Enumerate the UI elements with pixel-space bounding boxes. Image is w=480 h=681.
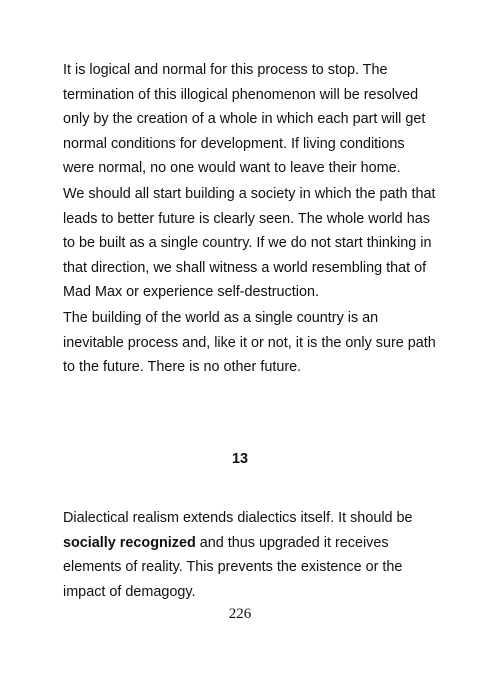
text-line: Mad Max or experience self-destruction. bbox=[63, 284, 319, 301]
text-line: elements of reality. This prevents the existence or the bbox=[63, 559, 403, 576]
text-line: Dialectical realism extends dialectics itself. It should be bbox=[63, 510, 413, 526]
text-line: only by the creation of a whole in which each part will get bbox=[63, 111, 426, 128]
text-line: normal conditions for development. If living conditions bbox=[63, 135, 405, 152]
paragraph-process-termination bbox=[63, 58, 433, 181]
text-fragment: and thus upgraded it receives bbox=[195, 534, 389, 551]
paragraph-single-country bbox=[63, 306, 436, 380]
text-line: that direction, we shall witness a world resembling that of bbox=[63, 259, 427, 276]
text-line bbox=[63, 531, 433, 556]
paragraph-building-society bbox=[63, 182, 436, 305]
text-line: It is logical and normal for this process to stop. The bbox=[63, 62, 388, 78]
section-heading: 13 bbox=[231, 451, 248, 467]
text-line: termination of this illogical phenomenon will be resolved bbox=[63, 86, 419, 103]
text-line: The building of the world as a single country is an bbox=[63, 310, 379, 326]
text-line: leads to better future is clearly seen. The whole world has bbox=[63, 210, 430, 227]
text-line: We should all start building a society in which the path that bbox=[63, 186, 436, 202]
text-line: inevitable process and, like it or not, it is the only sure path bbox=[63, 334, 436, 351]
page-number: 226 bbox=[228, 606, 252, 622]
text-line: impact of demagogy. bbox=[63, 583, 196, 600]
text-line: were normal, no one would want to leave their home. bbox=[63, 160, 401, 177]
paragraph-dialectical-realism bbox=[63, 506, 433, 604]
bold-phrase: socially recognized bbox=[63, 534, 196, 551]
text-line: to the future. There is no other future. bbox=[63, 359, 302, 376]
text-line: to be built as a single country. If we do not start thinking in bbox=[63, 235, 432, 252]
